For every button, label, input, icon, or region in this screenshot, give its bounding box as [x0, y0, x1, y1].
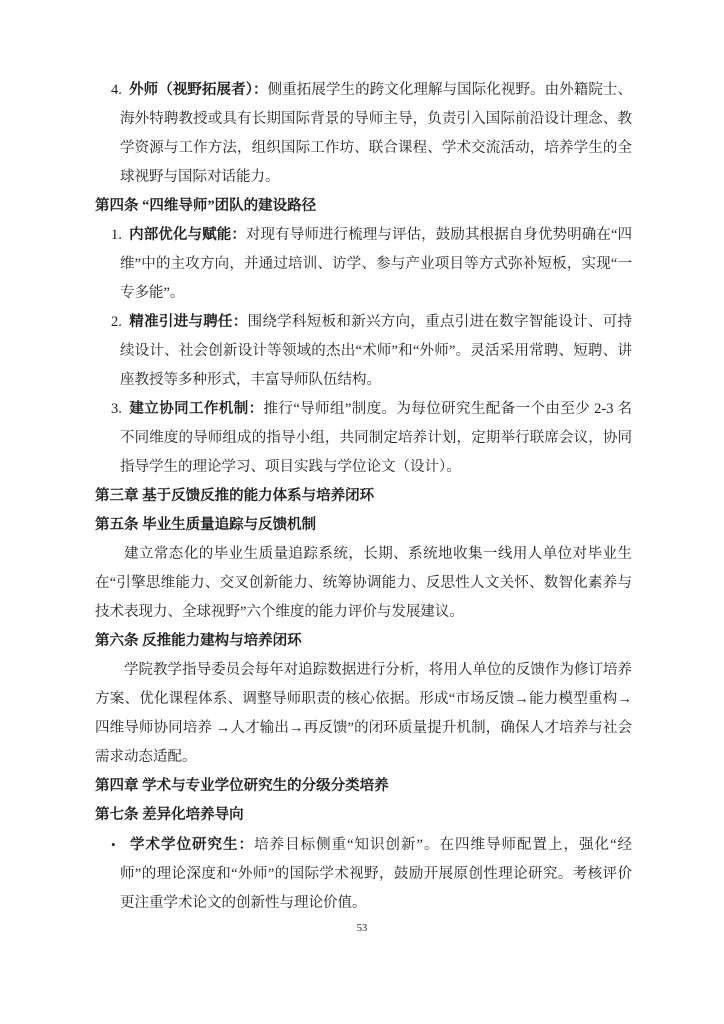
- item-number: 4.: [111, 82, 122, 98]
- paragraph: 建立常态化的毕业生质量追踪系统，长期、系统地收集一线用人单位对毕业生在“引擎思维能力、交叉创新能力、统筹协调能力、反思性人文关怀、数智化素养与技术表现力、全球视野”六个维度的能力评价与发展建议。: [95, 546, 632, 620]
- article-heading: 第六条 反推能力建构与培养闭环: [95, 633, 302, 649]
- bullet-item: [95, 830, 632, 918]
- document-body: [95, 76, 632, 918]
- item-number: 2.: [111, 314, 122, 330]
- item-text: 侧重拓展学生的跨文化理解与国际化视野。由外籍院士、海外特聘教授或具有长期国际背景的导师主导，负责引入国际前沿设计理念、教学资源与工作方法，组织国际工作坊、联合课程、学术交流活动，培养学生的全球视野与国际对话能力。: [120, 82, 633, 185]
- item-number: 3.: [111, 401, 122, 417]
- numbered-item: [95, 308, 632, 395]
- chapter-heading: 第三章 基于反馈反推的能力体系与培养闭环: [95, 488, 375, 504]
- item-text: 培养目标侧重“知识创新”。在四维导师配置上，强化“经师”的理论深度和“外师”的国际学术视野，鼓励开展原创性理论研究。考核评价更注重学术论文的创新性与理论价值。: [120, 837, 633, 911]
- item-lead: 建立协同工作机制：: [129, 401, 264, 417]
- numbered-item: [95, 395, 632, 482]
- article-heading: 第四条 “四维导师”团队的建设路径: [95, 198, 317, 214]
- chapter-heading: 第四章 学术与专业学位研究生的分级分类培养: [95, 778, 389, 794]
- page-number: 53: [356, 923, 368, 934]
- item-lead: 外师（视野拓展者）：: [129, 82, 268, 98]
- numbered-item: [95, 76, 632, 192]
- article-heading: 第七条 差异化培养导向: [95, 807, 244, 823]
- article-heading: 第五条 毕业生质量追踪与反馈机制: [95, 517, 317, 533]
- item-number: 1.: [111, 227, 122, 243]
- item-lead: 学术学位研究生：: [129, 837, 255, 853]
- paragraph: 学院教学指导委员会每年对追踪数据进行分析，将用人单位的反馈作为修订培养方案、优化课程体系、调整导师职责的核心依据。形成“市场反馈→能力模型重构→四维导师协同培养 →人才输出→再反馈”的闭环质量提升机制，确保人才培养与社会需求动态适配。: [95, 662, 632, 765]
- item-lead: 内部优化与赋能：: [129, 227, 246, 243]
- bullet-icon: •: [111, 837, 116, 852]
- item-text: 围绕学科短板和新兴方向，重点引进在数字智能设计、可持续设计、社会创新设计等领域的杰出“术师”和“外师”。灵活采用常聘、短聘、讲座教授等多种形式，丰富导师队伍结构。: [120, 314, 633, 388]
- item-lead: 精准引进与聘任：: [129, 314, 248, 330]
- item-text: 对现有导师进行梳理与评估，鼓励其根据自身优势明确在“四维”中的主攻方向，并通过培训、访学、参与产业项目等方式弥补短板，实现“一专多能”。: [120, 227, 633, 301]
- numbered-item: [95, 221, 632, 308]
- item-text: 推行“导师组”制度。为每位研究生配备一个由至少 2-3 名不同维度的导师组成的指导小组，共同制定培养计划，定期举行联席会议，协同指导学生的理论学习、项目实践与学位论文（设计）。: [120, 401, 632, 475]
